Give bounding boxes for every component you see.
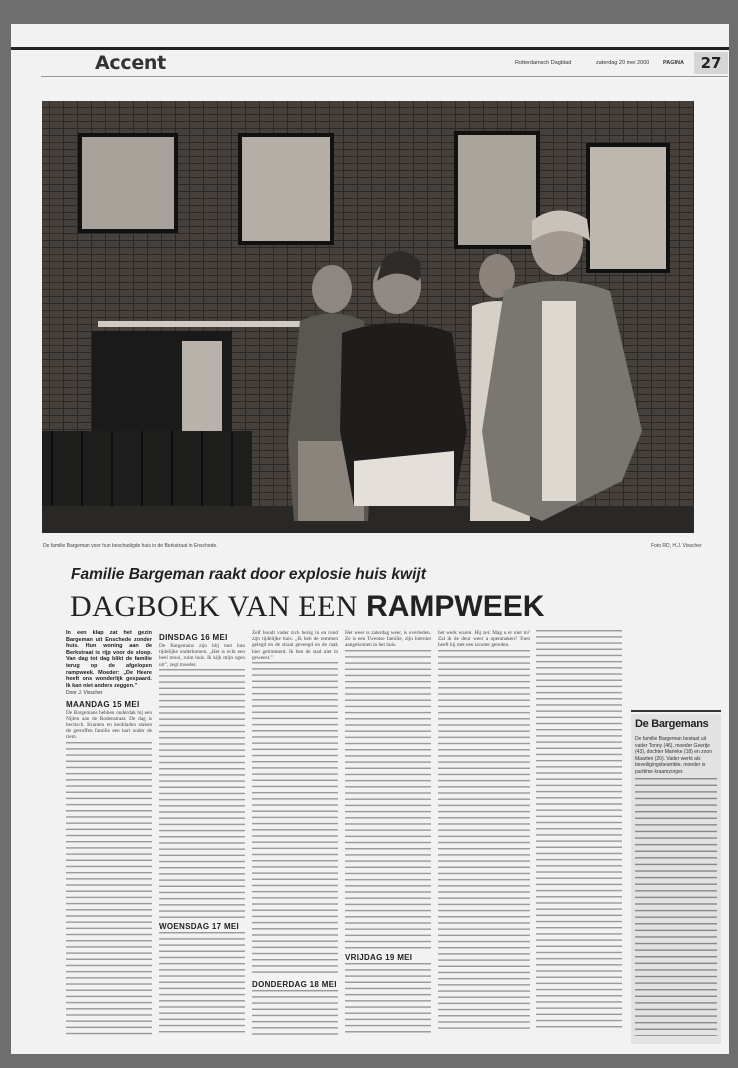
day-heading-friday: VRIJDAG 19 MEI: [345, 952, 413, 962]
article-intro: In een klap zat het gezin Bargeman uit Enschede zonder huis. Hun woning aan de Berkstraat is rijp voor de sloop. Van dag tot dag blikt de familie terug op de afgelopen rampweek. Moeder: „De Heere heeft ons wonderlijk gespaard. Ik kan niet anders zeggen.”: [66, 630, 152, 689]
photo-credit: Foto RD, H.J. Visscher: [651, 543, 702, 549]
day-heading-tuesday: DINSDAG 16 MEI: [159, 633, 228, 642]
column-6-body: [536, 630, 622, 1030]
header-rule: [11, 47, 729, 50]
day-heading-wednesday: WOENSDAG 17 MEI: [159, 921, 240, 931]
article-author: Door J. Visscher: [66, 690, 103, 697]
page-number: 27: [694, 52, 728, 74]
column-4-body-b: [345, 963, 431, 1035]
headline-part-1: DAGBOEK VAN EEN: [70, 590, 359, 623]
column-3-text: Zelf houdt vader zich bezig in en rond zijn tijdelijke huis. „Ik heb de remmen gelegd en de straat geveegd en de raak hier getimmerd. Ik ben de stad niet in geweest.”: [252, 630, 338, 661]
photo-illustration: [42, 101, 694, 533]
day-heading-monday: MAANDAG 15 MEI: [66, 699, 140, 709]
newspaper-page: [11, 24, 729, 1054]
day-heading-thursday: DONDERDAG 18 MEI: [252, 980, 337, 990]
article-kicker: Familie Bargeman raakt door explosie huis kwijt: [71, 566, 426, 583]
sidebar-body: [635, 778, 717, 1036]
sidebar-intro: De familie Bargeman bestaat uit vader Tonny (46), moeder Geertje (43), dochter Marieke (18) en zoon Maarten (20). Vader werkt als beveiligingsbeambte, moeder is parttime kraamzorger.: [635, 736, 712, 775]
photo-caption: De familie Bargeman voor hun beschadigde huis in de Berkstraat in Enschede.: [43, 543, 218, 549]
article-headline: [70, 590, 544, 624]
column-1-body: [66, 742, 152, 1035]
article-column-1: [66, 630, 152, 1035]
issue-date: zaterdag 20 mei 2000: [596, 60, 650, 66]
column-3-body-b: [252, 990, 338, 1035]
article-column-2: [159, 630, 245, 1035]
header-subrule: [41, 76, 728, 77]
column-2-text: De Bargemans zijn blij met hun tijdelijke onderkomen. „Het is echt een heel mooi, ruim huis. Ik kijk mijn ogen uit”, zegt moeder.: [159, 643, 245, 668]
sidebar-title: De Bargemans: [635, 718, 709, 730]
column-2-body-b: [159, 932, 245, 1035]
column-4-body: [345, 650, 431, 950]
column-1-text: De Bargemans hebben onderdak bij een Nijlen aan de Rodenstraat. De dag is hectisch. Kranten en kenbladen staken de getroffen familie een hart onder de riem.: [66, 709, 152, 741]
column-3-body: [252, 662, 338, 977]
sidebar-text: [635, 736, 717, 1036]
headline-part-2: RAMPWEEK: [366, 590, 545, 623]
article-column-4: [345, 630, 431, 1035]
article-column-5: [438, 630, 530, 1035]
column-2-body: [159, 669, 245, 919]
page-word: PAGINA: [663, 60, 684, 66]
family-photo: [42, 101, 694, 533]
paper-name: Rotterdamsch Dagblad: [515, 60, 572, 66]
article-column-3: [252, 630, 338, 1035]
section-title: Accent: [95, 52, 166, 74]
column-4-text: Het weer is zaterdag weer, is overleden. Ze is een Twentse familie, zijn hierniet aangekomen in het huis.: [345, 630, 431, 649]
article-column-6: [536, 630, 622, 1035]
sidebar-rule: [631, 710, 721, 712]
column-5-text: het werk waren. Hij zei: Mag u er niet in? Zal ik de deur weer a openmaken? Toen heeft hij met een scooter gereden.: [438, 630, 530, 649]
column-5-body: [438, 650, 530, 1030]
